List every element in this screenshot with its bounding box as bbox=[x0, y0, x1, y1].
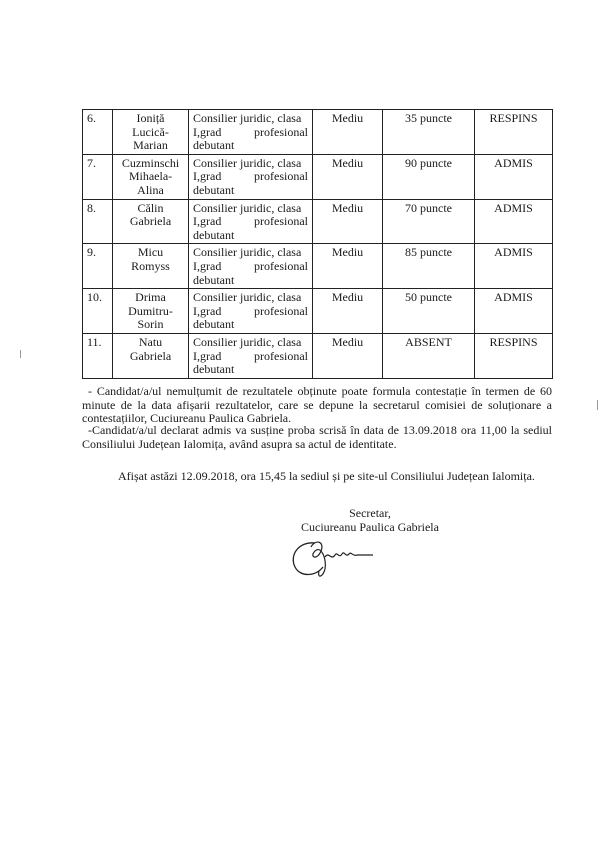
row-number: 11. bbox=[83, 333, 113, 378]
candidate-name-line: Mihaela- bbox=[128, 169, 173, 184]
signer-name: Cuciureanu Paulica Gabriela bbox=[301, 520, 439, 534]
study-level: Mediu bbox=[313, 110, 383, 155]
candidate-name bbox=[113, 333, 189, 378]
candidate-name-line: Dumitru- bbox=[128, 303, 173, 318]
position-title-line: I,grad profesional bbox=[193, 303, 308, 318]
position-title-line: Consilier juridic, clasa bbox=[193, 245, 302, 260]
position-title-line: debutant bbox=[193, 182, 235, 197]
candidate-name-line: Micu bbox=[137, 245, 164, 260]
table-row bbox=[83, 244, 553, 289]
score: 35 puncte bbox=[383, 110, 475, 155]
candidate-name-line: Romyss bbox=[131, 258, 170, 273]
candidate-name-line: Ioniță bbox=[136, 111, 165, 125]
result-status: ADMIS bbox=[475, 289, 553, 334]
score: 70 puncte bbox=[383, 199, 475, 244]
position-title bbox=[189, 289, 313, 334]
row-number: 10. bbox=[83, 289, 113, 334]
position-title-line: Consilier juridic, clasa bbox=[193, 155, 302, 170]
result-status: ADMIS bbox=[475, 154, 553, 199]
row-number: 7. bbox=[83, 154, 113, 199]
candidate-name bbox=[113, 154, 189, 199]
candidate-name-line: Alina bbox=[137, 182, 164, 197]
written-exam-paragraph: -Candidat/a/ul declarat admis va susține proba scrisă în data de 13.09.2018 ora 11,00 la sediul Consiliului Județean Ialomița, având asupra sa actul de identitate. bbox=[82, 423, 552, 451]
position-title-line: debutant bbox=[193, 272, 235, 287]
candidate-name-line: Călin bbox=[137, 200, 164, 215]
table-row bbox=[83, 289, 553, 334]
score: ABSENT bbox=[383, 333, 475, 378]
row-number: 9. bbox=[83, 244, 113, 289]
result-status: RESPINS bbox=[475, 110, 553, 155]
contestation-paragraph: - Candidat/a/ul nemulțumit de rezultatele obținute poate formula contestație în termen de 60 minute de la data afișarii rezultatelor, care se depune la secretarul comisiei de soluționare a contestațiilor, Cuciureanu Paulica Gabriela. bbox=[82, 384, 552, 426]
position-title-line: debutant bbox=[193, 138, 235, 153]
study-level: Mediu bbox=[313, 333, 383, 378]
scan-margin-mark bbox=[597, 400, 598, 410]
position-title-line: Consilier juridic, clasa bbox=[193, 200, 302, 215]
position-title-line: debutant bbox=[193, 317, 235, 332]
candidate-name bbox=[113, 110, 189, 155]
signer-role: Secretar, bbox=[349, 506, 391, 520]
row-number: 6. bbox=[83, 110, 113, 155]
position-title bbox=[189, 333, 313, 378]
candidate-name bbox=[113, 289, 189, 334]
position-title-line: Consilier juridic, clasa bbox=[193, 334, 302, 349]
result-status: ADMIS bbox=[475, 244, 553, 289]
position-title bbox=[189, 110, 313, 155]
candidate-name-line: Marian bbox=[133, 138, 168, 153]
position-title-line: I,grad profesional bbox=[193, 169, 308, 184]
position-title-line: I,grad profesional bbox=[193, 258, 308, 273]
position-title-line: debutant bbox=[193, 362, 235, 377]
posted-notice: Afișat astăzi 12.09.2018, ora 15,45 la sediul și pe site-ul Consiliului Județean Ialomița. bbox=[118, 469, 535, 483]
position-title-line: I,grad profesional bbox=[193, 348, 308, 363]
score: 50 puncte bbox=[383, 289, 475, 334]
candidate-name-line: Lucică- bbox=[132, 124, 169, 139]
candidate-name-line: Sorin bbox=[137, 317, 164, 332]
candidate-name-line: Gabriela bbox=[129, 214, 172, 229]
result-status: RESPINS bbox=[475, 333, 553, 378]
position-title-line: Consilier juridic, clasa bbox=[193, 290, 302, 305]
study-level: Mediu bbox=[313, 199, 383, 244]
signature-block bbox=[290, 506, 450, 534]
position-title-line: I,grad profesional bbox=[193, 124, 308, 139]
result-status: ADMIS bbox=[475, 199, 553, 244]
candidate-name-line: Drima bbox=[135, 290, 166, 305]
position-title bbox=[189, 199, 313, 244]
table-row bbox=[83, 199, 553, 244]
candidate-name bbox=[113, 199, 189, 244]
row-number: 8. bbox=[83, 199, 113, 244]
score: 85 puncte bbox=[383, 244, 475, 289]
handwritten-signature-icon bbox=[285, 533, 377, 581]
results-table bbox=[82, 109, 553, 379]
position-title-line: Consilier juridic, clasa bbox=[193, 111, 302, 125]
position-title bbox=[189, 244, 313, 289]
scan-margin-mark bbox=[20, 350, 21, 358]
position-title-line: I,grad profesional bbox=[193, 214, 308, 229]
score: 90 puncte bbox=[383, 154, 475, 199]
table-row bbox=[83, 110, 553, 155]
candidate-name bbox=[113, 244, 189, 289]
position-title bbox=[189, 154, 313, 199]
study-level: Mediu bbox=[313, 154, 383, 199]
position-title-line: debutant bbox=[193, 227, 235, 242]
candidate-name-line: Gabriela bbox=[129, 348, 172, 363]
table-row bbox=[83, 154, 553, 199]
study-level: Mediu bbox=[313, 289, 383, 334]
candidate-name-line: Cuzminschi bbox=[121, 155, 180, 170]
study-level: Mediu bbox=[313, 244, 383, 289]
candidate-name-line: Natu bbox=[138, 334, 163, 349]
table-row bbox=[83, 333, 553, 378]
